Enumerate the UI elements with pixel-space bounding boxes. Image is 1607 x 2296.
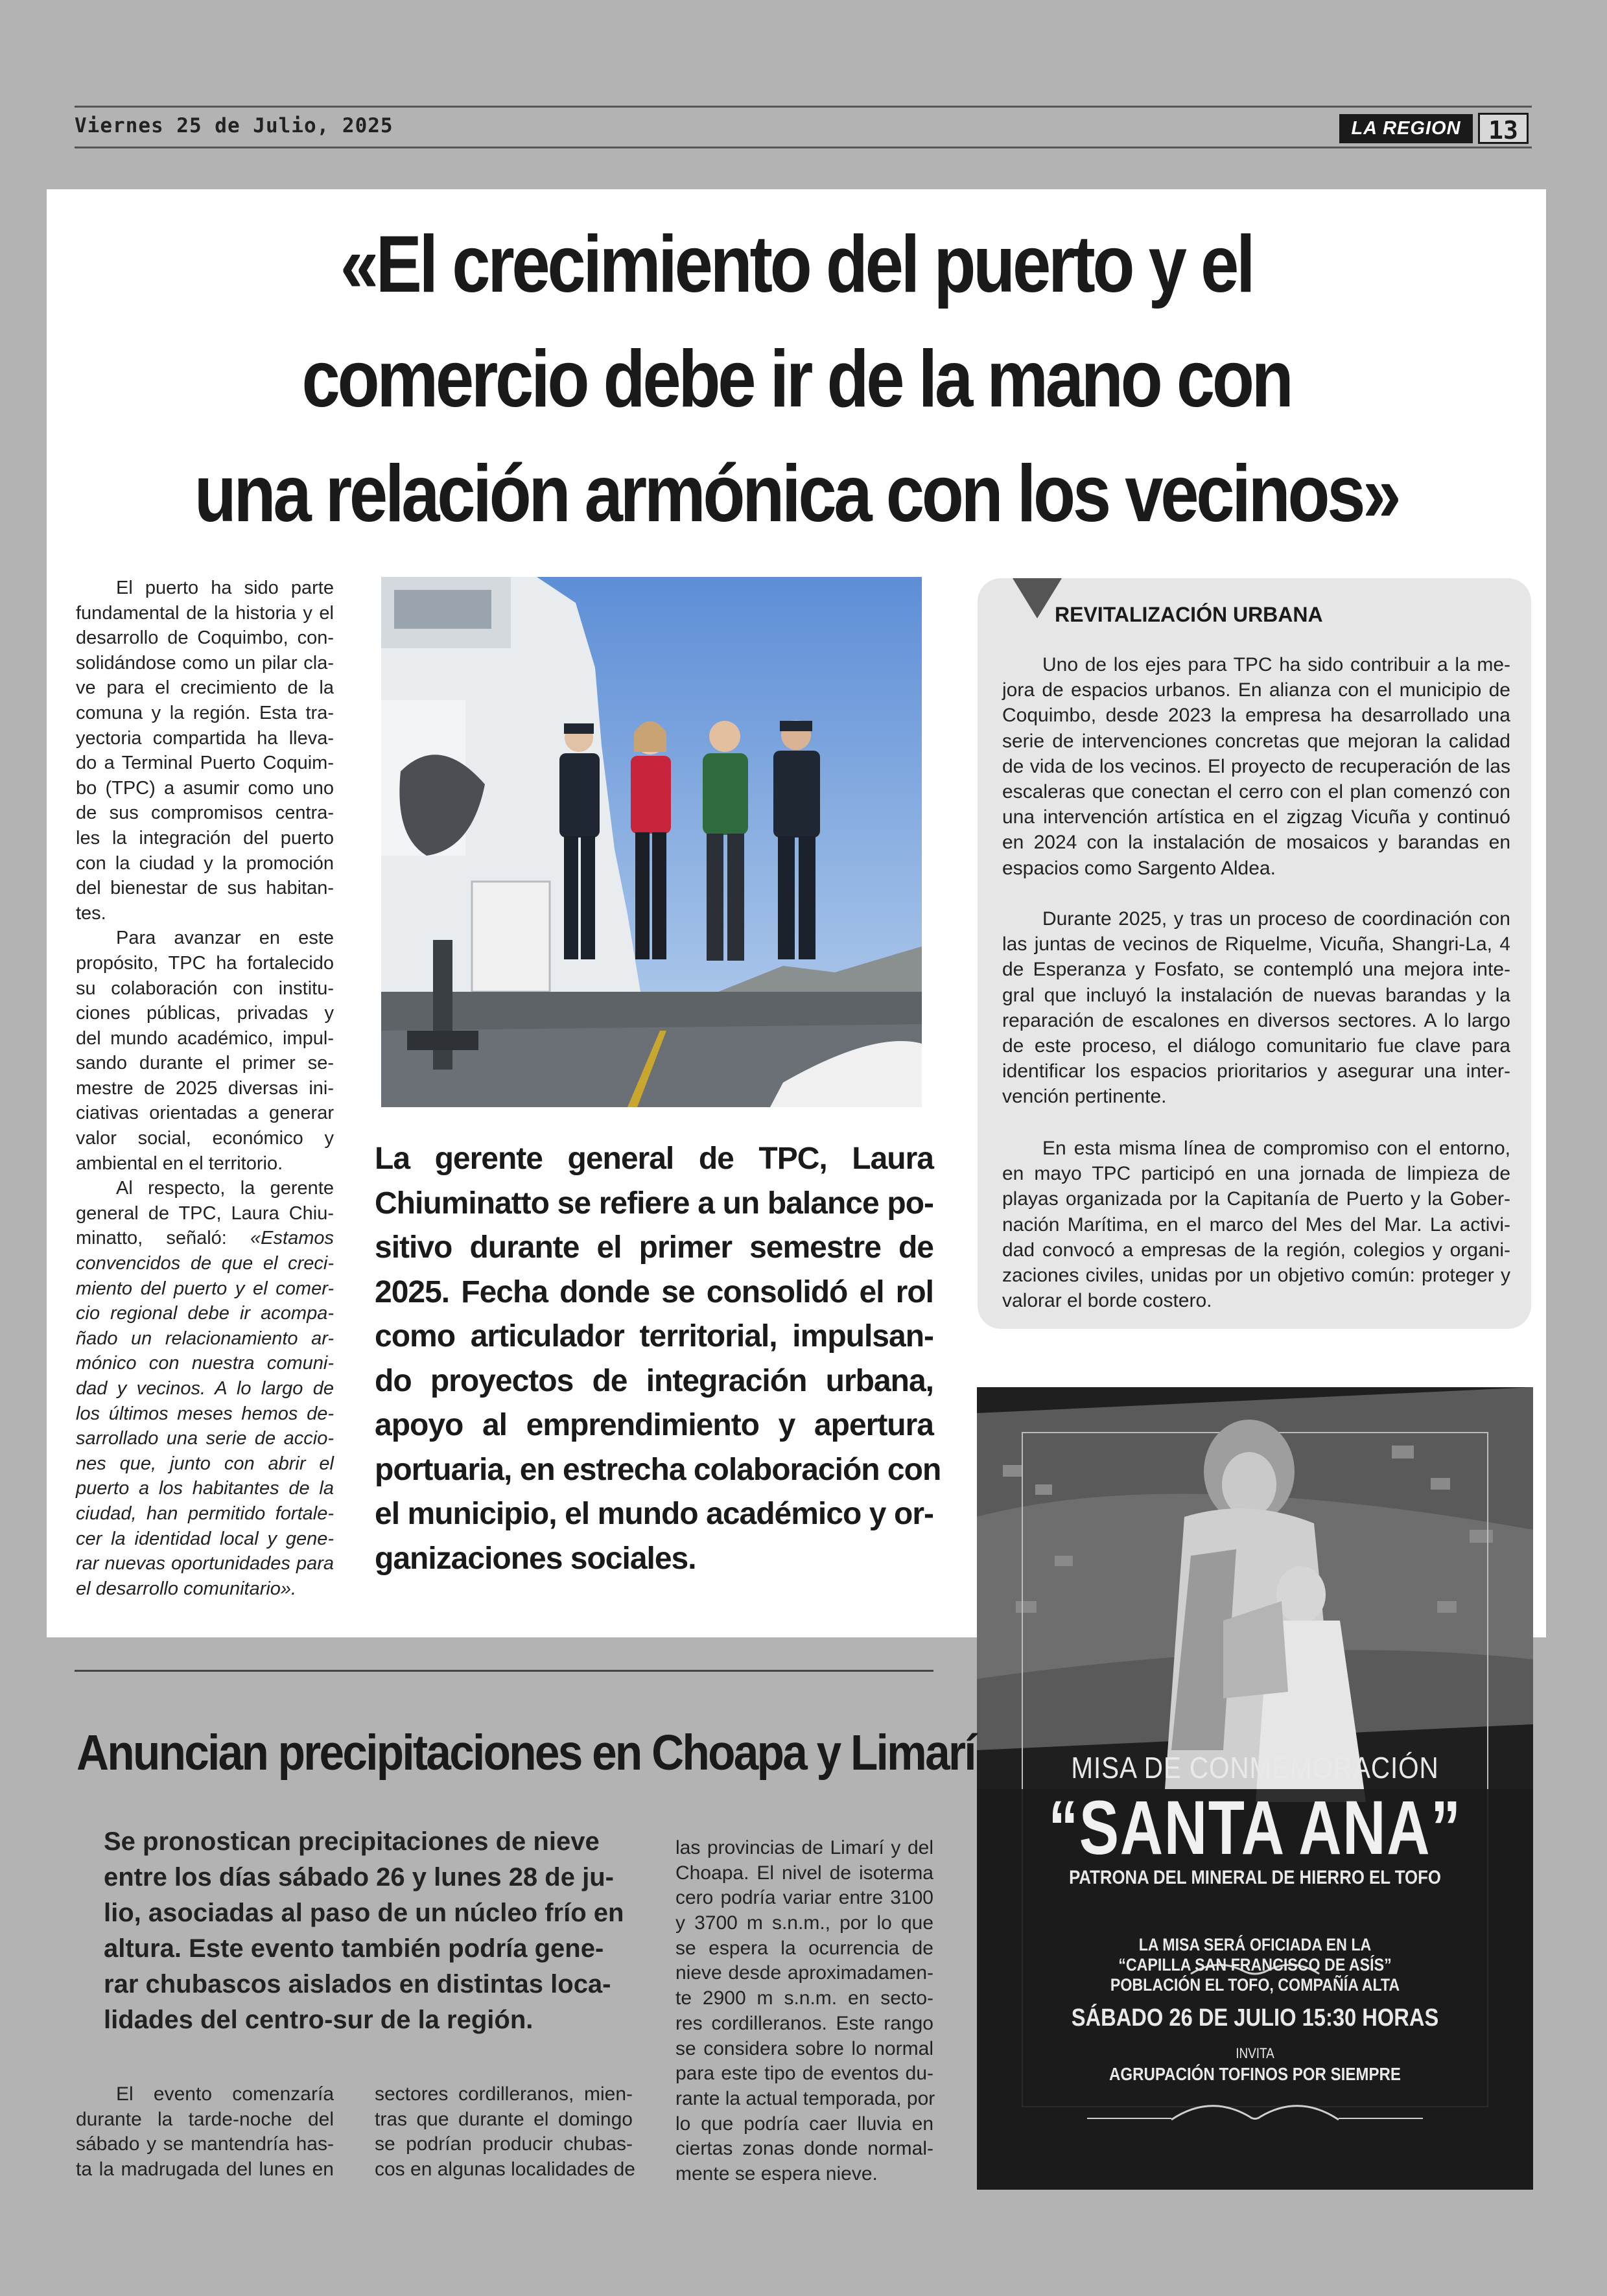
text-line: te 2900 m s.n.m. en secto- [675,1987,933,2009]
text-line: el municipio, el mundo académico y or- [375,1497,933,1531]
text-line: vención pertinente. [1002,1086,1167,1108]
text-line: valor social, económico y [76,1128,334,1149]
article2-column [76,2082,334,2183]
text-line: lidades del centro-sur de la región. [104,2006,534,2034]
text-line: sábado y se mantendría has- [76,2133,334,2155]
article2-column [375,2082,633,2183]
text-line: el desarrollo comunitario». [76,1578,297,1599]
text-line: 2025. Fecha donde se consolidó el rol [375,1274,933,1309]
text-line: solidándose como un pilar cla- [76,652,334,674]
text-line: les la integración del puerto [76,827,334,849]
text-line: portuaria, en estrecha colaboración con [375,1452,941,1487]
header-top-rule [75,106,1532,108]
text-line: El puerto ha sido parte [116,578,334,598]
text-line: sarrollado una serie de accio- [76,1428,334,1449]
text-line: apoyo al emprendimiento y apertura [375,1408,933,1442]
text-line: Durante 2025, y tras un proceso de coordinación con [1042,908,1510,930]
text-line: ciativas orientadas a generar [76,1103,334,1124]
text-line: rar chubascos aislados en distintas loca- [104,1970,611,1998]
text-line: se considera sobre lo normal [675,2037,933,2059]
text-line: rante la actual temporada, por [675,2087,935,2109]
header-bottom-rule [75,146,1532,148]
text-line: puerto a los habitantes de la [76,1478,334,1499]
text-line: espacios como Sargento Aldea. [1002,857,1276,879]
text-line: bo (TPC) a asumir como uno [76,777,334,799]
ad-subtitle: PATRONA DEL MINERAL DE HIERRO EL TOFO [1069,1867,1441,1888]
text-line: lio, asociadas al paso de un núcleo frío en [104,1899,624,1927]
text-line: do proyectos de integración urbana, [375,1363,933,1398]
text-line: las provincias de Limarí y del [675,1837,933,1858]
text-line: cero podría variar entre 3100 [675,1887,933,1909]
text-line: El evento comenzaría [116,2083,334,2105]
text-line: identificar los espacios prioritarios y asegurar una inter- [1002,1060,1510,1083]
text-line: mónico con nuestra comuni- [76,1353,334,1374]
text-line: comuna y la región. Esta tra- [76,702,334,723]
text-line: ta la madrugada del lunes en [76,2159,334,2181]
text-line: dad y vecinos. A lo largo de [76,1378,334,1399]
text-line: tes. [76,902,106,924]
text-line: Al respecto, la gerente [116,1178,334,1199]
text-line: En esta misma línea de compromiso con el entorno, [1042,1138,1510,1159]
text-line: propósito, TPC ha fortalecido [76,952,334,974]
text-line: gral que incluyó la instalación de nuevas barandas y la [1002,984,1510,1006]
text-line: Para avanzar en este [116,928,334,949]
text-line: con la ciudad y la promoción [76,852,334,874]
text-line: tras que durante el domingo [375,2108,633,2130]
text-line: Se pronostican precipitaciones de nieve [104,1827,600,1856]
ad-detail-line: LA MISA SERÁ OFICIADA EN LA [1138,1935,1372,1954]
text-line: sando durante el primer se- [76,1053,334,1074]
sidebar-paragraph [1002,1136,1510,1313]
text-line: de este proceso, el diálogo comunitario fue clave para [1002,1035,1510,1057]
ad-invite-label: INVITA [1236,2045,1274,2061]
text-line: ganizaciones sociales. [375,1541,696,1576]
text-line: ñado un relacionamiento ar- [76,1328,334,1349]
text-line: ciones públicas, privadas y [76,1003,334,1024]
text-line: cos en algunas localidades de [375,2159,635,2181]
text-line: do a Terminal Puerto Coquim- [76,753,334,774]
text-line: mente se espera nieve. [675,2162,878,2185]
text-line: nieve desde aproximadamen- [675,1962,933,1984]
quote-segment: «Estamos [250,1228,334,1249]
text-line: en mayo TPC participó en una jornada de limpieza de [1002,1163,1510,1185]
text-line: ciertas zonas donde normal- [675,2138,933,2160]
text-line: miento del puerto y el comer- [76,1278,334,1299]
text-line: reparación de escalones en diversos sectores. A lo largo [1002,1009,1510,1031]
text-line: yectoria compartida ha lleva- [76,727,334,749]
text-line: serie de intervenciones concretas que mejoran la calidad [1002,730,1510,752]
text-line: de Esperanza y Fosfato, se contempló una mejora inte- [1002,959,1510,981]
text-line: del mundo académico, impul- [76,1027,334,1049]
text-line: cer la identidad local y gene- [76,1528,334,1549]
text-line: se espera la ocurrencia de [675,1937,933,1959]
sidebar-title: REVITALIZACIÓN URBANA [1055,603,1323,626]
ad-heading: MISA DE CONMEMORACIÓN [1071,1751,1439,1785]
text-line [76,1226,334,1251]
article-left-column [76,576,334,1601]
text-line: su colaboración con institu- [76,978,334,999]
text-line: durante la tarde-noche del [76,2108,334,2130]
text-line: ciudad, han permitido fortale- [76,1503,334,1524]
text-segment: minatto, señaló: [76,1228,251,1249]
text-line: nación Marítima, en el marco del Mes del Mar. La activi- [1002,1213,1510,1236]
text-line: rar nuevas oportunidades para [76,1553,334,1575]
text-line: una intervención artística en el zigzag Vicuña y continuó [1002,806,1510,828]
article-photo [381,577,922,1107]
photo-caption [375,1137,941,1581]
text-line: valorar el borde costero. [1002,1290,1212,1312]
text-line: entre los días sábado 26 y lunes 28 de ju- [104,1863,614,1892]
text-line: para este tipo de eventos du- [675,2063,933,2085]
sidebar-paragraph [1002,906,1510,1110]
ad-datetime: SÁBADO 26 DE JULIO 15:30 HORAS [1071,2004,1439,2032]
text-line: fundamental de la historia y el [76,602,334,624]
text-line: mestre de 2025 diversas ini- [76,1077,334,1099]
text-line: jora de espacios urbanos. En alianza con el municipio de [1002,679,1510,701]
text-line: dad convocó a empresas de la región, colegios y organi- [1002,1239,1510,1261]
text-line: como articulador territorial, impulsan- [375,1319,933,1353]
text-line: en 2024 con la instalación de mosaicos y barandas en [1002,832,1510,854]
ad-title: “SANTA ANA” [1048,1785,1462,1871]
text-line: cio regional debe ir acompa- [76,1303,334,1324]
headline-line: «El crecimiento del puerto y el [340,220,1253,309]
text-line: Coquimbo, desde 2023 la empresa ha desarrollado una [1002,705,1510,727]
text-line: Uno de los ejes para TPC ha sido contribuir a la me- [1042,654,1510,675]
text-line: las juntas de vecinos de Riquelme, Vicuña, Shangri-La, 4 [1002,933,1510,955]
text-line: de sus compromisos centra- [76,802,334,824]
text-line: Chiuminatto se refiere a un balance po- [375,1186,933,1221]
port-ship-photo [381,577,922,1107]
ad-organizer: AGRUPACIÓN TOFINOS POR SIEMPRE [1109,2064,1401,2084]
text-line: La gerente general de TPC, Laura [375,1142,933,1176]
issue-date: Viernes 25 de Julio, 2025 [75,114,393,137]
text-line: ambiental en el territorio. [76,1153,283,1174]
article2-headline: Anuncian precipitaciones en Choapa y Limarí [76,1725,975,1781]
section-divider [75,1670,933,1672]
article2-column [675,1836,933,2187]
text-line: los últimos meses hemos de- [76,1403,334,1424]
text-line: se podrían producir chubas- [375,2133,633,2155]
text-line: convencidos de que el creci- [76,1253,334,1274]
ad-details [1016,1935,1494,1995]
page-number: 13 [1478,113,1529,144]
text-line: de vida de los vecinos. El proyecto de recuperación de las [1002,755,1510,777]
text-line: sectores cordilleranos, mien- [375,2083,633,2105]
article-headline [152,207,1441,552]
article2-lead [104,1824,624,2038]
text-line: zaciones civiles, unidas por un objetivo común: proteger y [1002,1264,1510,1286]
headline-line: comercio debe ir de la mano con [301,334,1291,424]
headline-line: una relación armónica con los vecinos» [194,449,1399,539]
text-line: ve para el crecimiento de la [76,677,334,699]
text-line: res cordilleranos. Este rango [675,2012,933,2034]
text-line: lo que podría caer lluvia en [675,2113,933,2135]
text-line: escaleras que conectan el cerro con el plan comenzó con [1002,780,1510,802]
text-line: nes que, junto con abrir el [76,1453,334,1474]
text-line: desarrollo de Coquimbo, con- [76,627,334,649]
sidebar-paragraph [1002,652,1510,881]
ad-detail-line: POBLACIÓN EL TOFO, COMPAÑÍA ALTA [1110,1975,1400,1995]
text-line: y 3700 m s.n.m., por lo que [675,1912,933,1934]
ad-detail-line: “CAPILLA SAN FRANCISCO DE ASÍS” [1118,1955,1392,1974]
text-line: del bienestar de sus habitan- [76,878,334,899]
text-line: sitivo durante el primer semestre de [375,1230,933,1265]
text-line: playas organizada por la Capitanía de Puerto y la Gober- [1002,1188,1510,1210]
text-line: Choapa. El nivel de isoterma [675,1862,933,1884]
text-line: altura. Este evento también podría gene- [104,1934,604,1963]
text-line: general de TPC, Laura Chiu- [76,1202,334,1224]
newspaper-brand: LA REGION [1339,114,1473,143]
